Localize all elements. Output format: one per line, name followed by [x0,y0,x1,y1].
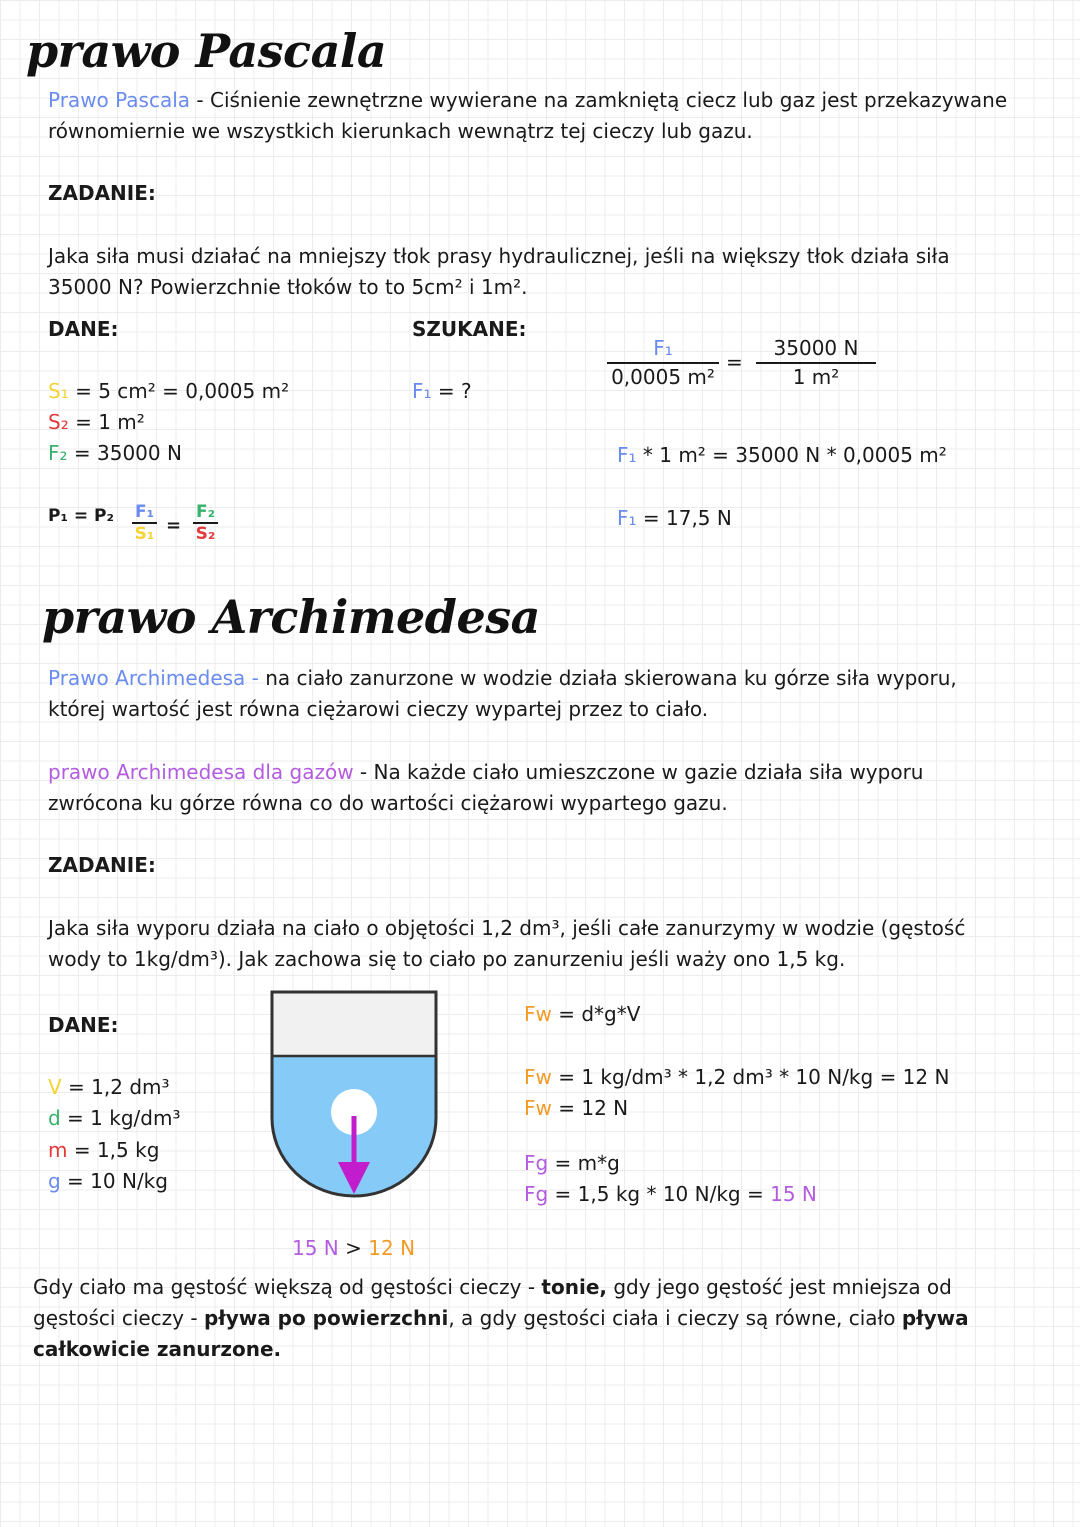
force-comparison: 15 N > 12 N [292,1236,416,1260]
formula-equals: = [166,515,182,536]
formula-fraction-f2-s2: $\frac{\text{F₂}}{\text{S₂}}$ [193,502,218,544]
fw-formula: Fw = d*g*V [524,1002,641,1026]
fw-calculation: Fw = 1 kg/dm³ * 1,2 dm³ * 10 N/kg = 12 N [524,1065,950,1089]
calc-equals: = [726,350,743,374]
archimedes-definition-line1: Prawo Archimedesa - na ciało zanurzone w wodzie działa skierowana ku górze siła wyporu, [48,666,957,690]
archimedes-given-m: m = 1,5 kg [48,1138,160,1162]
pascal-heading: prawo Pascala [26,24,387,78]
calc-step-2-result: F₁ = 17,5 N [617,506,732,530]
archimedes-gas-definition-line1: prawo Archimedesa dla gazów - Na każde ciało umieszczone w gazie działa siła wyporu [48,760,924,784]
conclusion-line1: Gdy ciało ma gęstość większą od gęstości cieczy - tonie, gdy jego gęstość jest mniejsza od [33,1275,952,1299]
archimedes-definition-line2: której wartość jest równa ciężarowi cieczy wypartej przez to ciało. [48,697,709,721]
pascal-given-s2: S₂ = 1 m² [48,410,145,434]
given-f2-symbol: F₂ [48,441,68,465]
archimedes-heading: prawo Archimedesa [42,590,540,644]
archimedes-task-label: ZADANIE: [48,853,156,877]
beaker-air [272,992,436,1056]
archimedes-gas-definition-line2: zwrócona ku górze równa co do wartości ciężarowi wypartego gazu. [48,791,728,815]
archimedes-given-g: g = 10 N/kg [48,1169,168,1193]
beaker-illustration [268,988,440,1200]
pascal-definition-line2: równomiernie we wszystkich kierunkach wewnątrz tej cieczy lub gazu. [48,119,753,143]
formula-fraction-f1-s1: $\frac{\text{F₁}}{\text{S₁}}$ [132,502,157,544]
archimedes-given-label: DANE: [48,1013,119,1037]
archimedes-task-line1: Jaka siła wyporu działa na ciało o objętości 1,2 dm³, jeśli całe zanurzymy w wodzie (gęstość [48,916,966,940]
pascal-task-line2: 35000 N? Powierzchnie tłoków to to 5cm² i 1m². [48,275,528,299]
calc-step-1: F₁ * 1 m² = 35000 N * 0,0005 m² [617,443,947,467]
pascal-task-label: ZADANIE: [48,181,156,205]
fw-result: Fw = 12 N [524,1096,629,1120]
calc-fraction-left: $\frac{\text{F₁}}{\text{0,0005 m²}}$ [607,335,719,390]
given-s1-symbol: S₁ [48,379,69,403]
pascal-given-label: DANE: [48,317,119,341]
pascal-given-s1: S₁ = 5 cm² = 0,0005 m² [48,379,290,403]
fg-calculation: Fg = 1,5 kg * 10 N/kg = 15 N [524,1182,817,1206]
calc-fraction-right: $\frac{35000 N}{\text{1 m²}}$ [756,335,876,390]
pascal-definition-line1: Prawo Pascala - Ciśnienie zewnętrzne wywierane na zamkniętą ciecz lub gaz jest przekazywane [48,88,1008,112]
pressure-equality: P₁ = P₂ [48,506,114,526]
conclusion-line2: gęstości cieczy - pływa po powierzchni, a gdy gęstości ciała i cieczy są równe, ciało pływa [33,1306,969,1330]
conclusion-line3: całkowicie zanurzone. [33,1337,282,1361]
pascal-task-line1: Jaka siła musi działać na mniejszy tłok prasy hydraulicznej, jeśli na większy tłok działa siła [48,244,950,268]
archimedes-given-v: V = 1,2 dm³ [48,1075,170,1099]
archimedes-given-d: d = 1 kg/dm³ [48,1106,181,1130]
pascal-term: Prawo Pascala [48,88,191,112]
given-s2-symbol: S₂ [48,410,69,434]
pascal-given-f2: F₂ = 35000 N [48,441,182,465]
pascal-sought-label: SZUKANE: [412,317,527,341]
pascal-sought-f1: F₁ = ? [412,379,472,403]
archimedes-task-line2: wody to 1kg/dm³). Jak zachowa się to ciało po zanurzeniu jeśli waży ono 1,5 kg. [48,947,846,971]
fg-formula: Fg = m*g [524,1151,620,1175]
